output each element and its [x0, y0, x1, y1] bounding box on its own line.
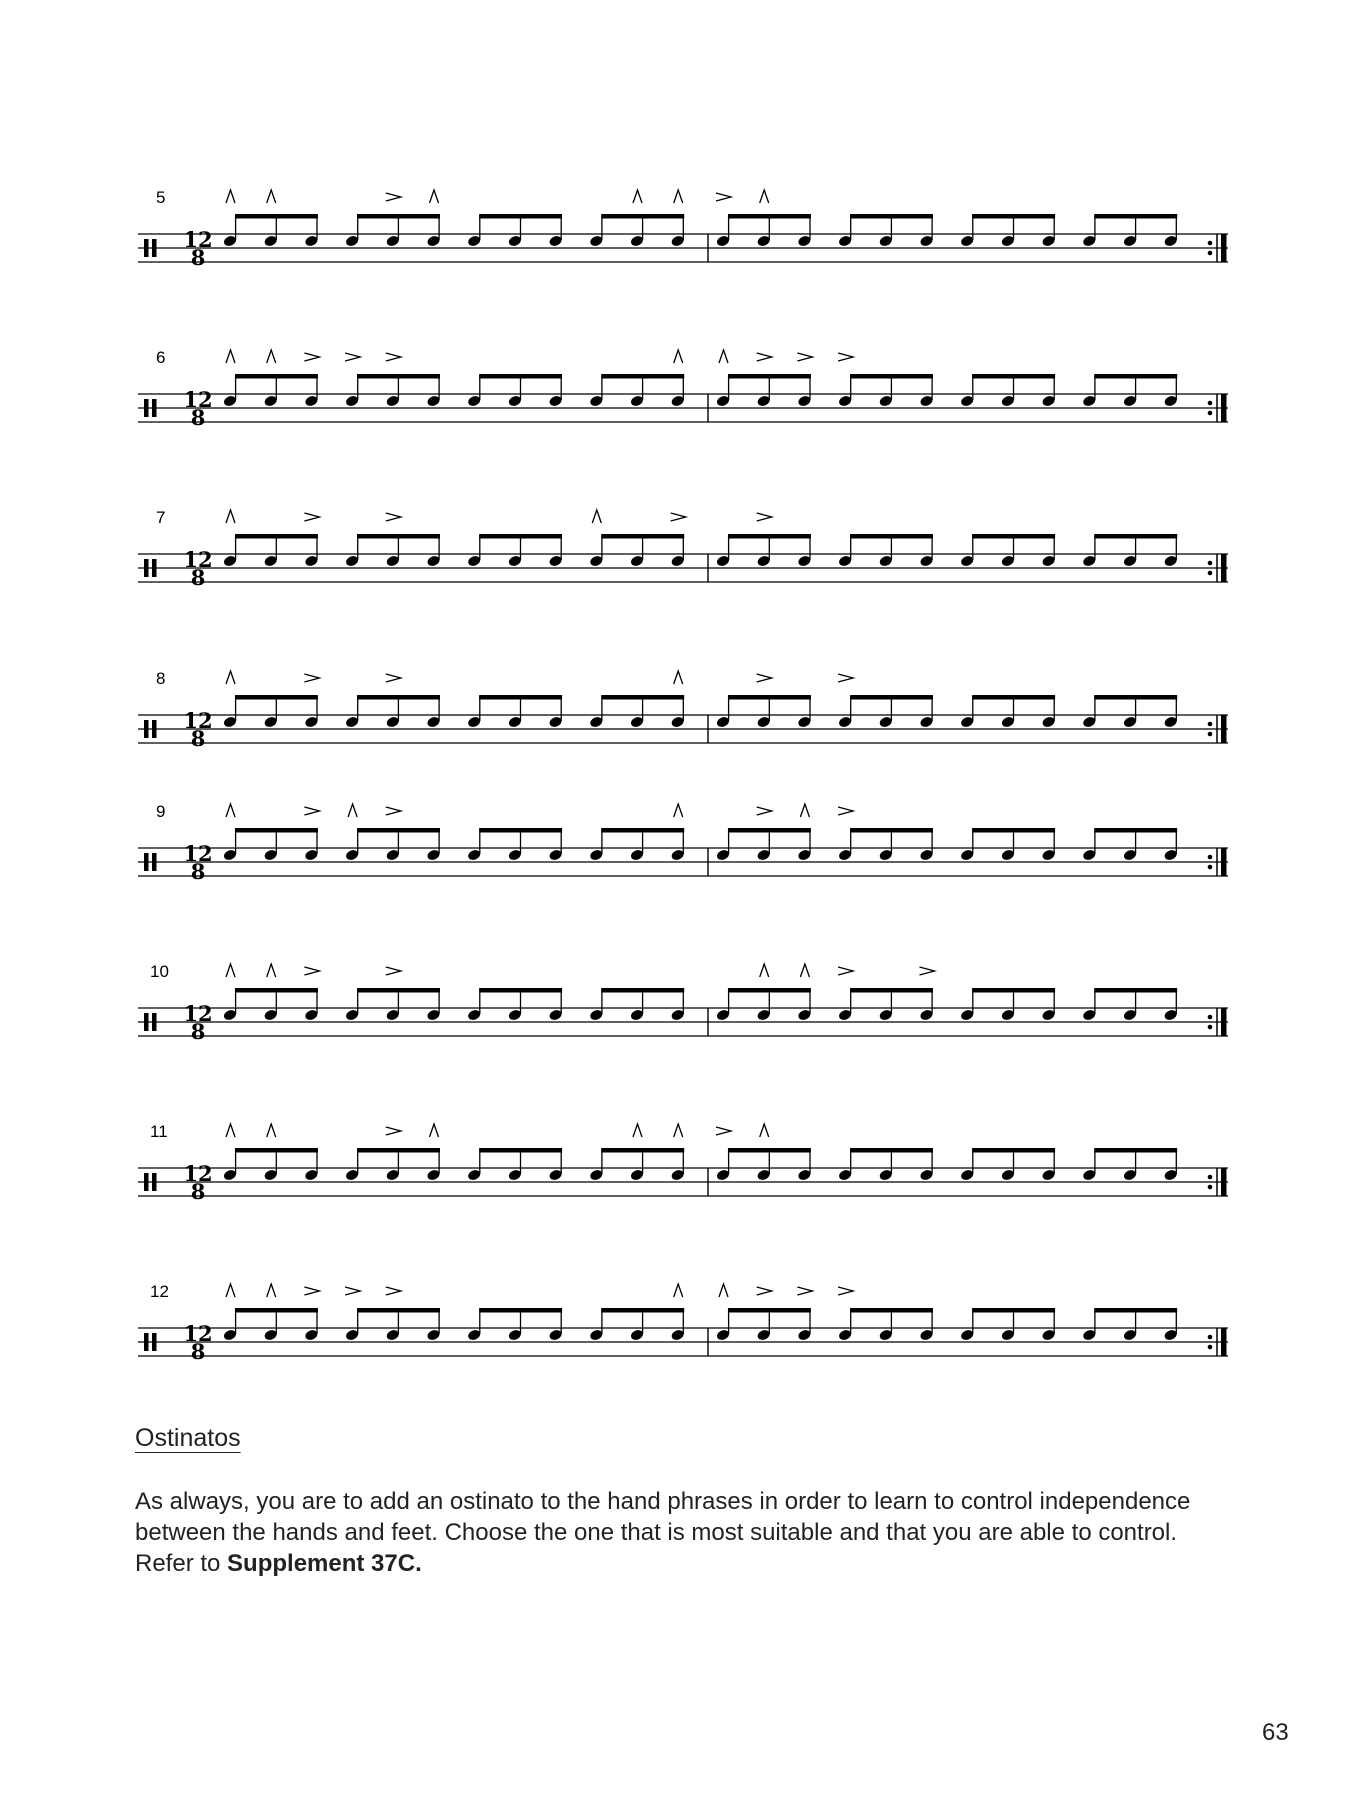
note-beam [1094, 1148, 1177, 1153]
marcato-accent [760, 1124, 769, 1137]
note-beam [728, 534, 811, 539]
percussion-clef [152, 239, 157, 257]
note-beam [479, 1308, 562, 1313]
accent-mark [838, 967, 853, 975]
accent-mark [838, 353, 853, 361]
accent-mark [304, 1287, 319, 1295]
marcato-accent [760, 190, 769, 203]
marcato-accent [633, 190, 642, 203]
body-paragraph [135, 1486, 1225, 1579]
note-beam [479, 828, 562, 833]
accent-mark [386, 1287, 401, 1295]
note-beam [972, 374, 1055, 379]
exercise-10 [138, 962, 1228, 1044]
marcato-accent [226, 350, 235, 363]
accent-mark [386, 807, 401, 815]
note-beam [1094, 374, 1177, 379]
note-beam [235, 214, 318, 219]
note-beam [601, 374, 684, 379]
repeat-dot [1208, 561, 1213, 566]
accent-mark [671, 513, 686, 521]
repeat-dot [1208, 1025, 1213, 1030]
accent-mark [386, 674, 401, 682]
marcato-accent [226, 671, 235, 684]
note-beam [850, 1148, 933, 1153]
accent-mark [757, 513, 772, 521]
note-beam [728, 828, 811, 833]
supplement-reference: Supplement 37C. [227, 1550, 422, 1577]
time-signature-top: 12 [183, 227, 213, 252]
marcato-accent [267, 190, 276, 203]
accent-mark [304, 807, 319, 815]
marcato-accent [267, 350, 276, 363]
exercise-number: 11 [150, 1122, 168, 1141]
note-beam [850, 695, 933, 700]
marcato-accent [267, 1284, 276, 1297]
note-beam [728, 695, 811, 700]
time-signature-top: 12 [183, 547, 213, 572]
note-beam [357, 1308, 440, 1313]
accent-mark [304, 353, 319, 361]
marcato-accent [633, 1124, 642, 1137]
time-signature-bottom: 8 [190, 245, 206, 270]
note-beam [357, 1148, 440, 1153]
note-beam [479, 695, 562, 700]
exercise-9 [138, 802, 1228, 884]
note-beam [1094, 534, 1177, 539]
percussion-clef [144, 399, 149, 417]
accent-mark [386, 353, 401, 361]
time-signature-top: 12 [183, 387, 213, 412]
repeat-dot [1208, 1185, 1213, 1190]
note-beam [850, 534, 933, 539]
note-beam [728, 1308, 811, 1313]
paragraph-text: As always, you are to add an ostinato to the hand phrases in order to learn to control independence between the hands and feet. Choose the one that is most suitable and that you are able to control. Refer to [135, 1488, 1191, 1577]
percussion-clef [152, 1013, 157, 1031]
accent-mark [838, 807, 853, 815]
note-beam [1094, 828, 1177, 833]
marcato-accent [267, 1124, 276, 1137]
note-beam [235, 374, 318, 379]
exercise-number: 9 [156, 802, 166, 821]
exercise-8 [138, 669, 1228, 751]
note-beam [1094, 988, 1177, 993]
repeat-dot [1208, 1345, 1213, 1350]
accent-mark [386, 967, 401, 975]
note-beam [235, 695, 318, 700]
percussion-clef [144, 239, 149, 257]
exercise-number: 10 [150, 962, 169, 981]
note-beam [601, 988, 684, 993]
note-beam [235, 988, 318, 993]
final-barline-thick [1221, 234, 1227, 262]
marcato-accent [674, 350, 683, 363]
note-beam [601, 534, 684, 539]
time-signature-top: 12 [183, 708, 213, 733]
repeat-dot [1208, 722, 1213, 727]
percussion-clef [152, 853, 157, 871]
note-beam [850, 1308, 933, 1313]
note-beam [972, 828, 1055, 833]
marcato-accent [226, 1124, 235, 1137]
marcato-accent [226, 804, 235, 817]
repeat-dot [1208, 251, 1213, 256]
note-beam [972, 534, 1055, 539]
section-heading: Ostinatos [135, 1424, 241, 1452]
exercise-number: 8 [156, 669, 166, 688]
time-signature-bottom: 8 [190, 565, 206, 590]
note-beam [1094, 695, 1177, 700]
percussion-clef [152, 1333, 157, 1351]
final-barline-thick [1221, 848, 1227, 876]
marcato-accent [592, 510, 601, 523]
accent-mark [304, 674, 319, 682]
accent-mark [838, 674, 853, 682]
time-signature-bottom: 8 [190, 1339, 206, 1364]
note-beam [235, 1308, 318, 1313]
accent-mark [345, 1287, 360, 1295]
accent-mark [345, 353, 360, 361]
note-beam [479, 214, 562, 219]
accent-mark [386, 513, 401, 521]
exercise-6 [138, 348, 1228, 430]
note-beam [357, 214, 440, 219]
note-beam [601, 214, 684, 219]
percussion-clef [144, 853, 149, 871]
time-signature-bottom: 8 [190, 1019, 206, 1044]
marcato-accent [674, 804, 683, 817]
accent-mark [386, 1127, 401, 1135]
accent-mark [386, 193, 401, 201]
accent-mark [716, 1127, 731, 1135]
percussion-clef [144, 720, 149, 738]
note-beam [1094, 1308, 1177, 1313]
note-beam [728, 214, 811, 219]
accent-mark [757, 807, 772, 815]
note-beam [728, 988, 811, 993]
final-barline-thick [1221, 1328, 1227, 1356]
marcato-accent [674, 1284, 683, 1297]
note-beam [479, 988, 562, 993]
accent-mark [757, 1287, 772, 1295]
time-signature-top: 12 [183, 841, 213, 866]
exercise-7 [138, 508, 1228, 590]
note-beam [728, 1148, 811, 1153]
time-signature-bottom: 8 [190, 405, 206, 430]
note-beam [601, 828, 684, 833]
note-beam [479, 534, 562, 539]
final-barline-thick [1221, 1008, 1227, 1036]
exercise-number: 7 [156, 508, 166, 527]
exercise-11 [138, 1122, 1228, 1204]
note-beam [235, 1148, 318, 1153]
percussion-clef [144, 559, 149, 577]
accent-mark [304, 513, 319, 521]
time-signature-top: 12 [183, 1321, 213, 1346]
accent-mark [797, 1287, 812, 1295]
marcato-accent [674, 190, 683, 203]
repeat-dot [1208, 1015, 1213, 1020]
note-beam [479, 1148, 562, 1153]
marcato-accent [760, 964, 769, 977]
marcato-accent [430, 1124, 439, 1137]
repeat-dot [1208, 571, 1213, 576]
note-beam [235, 828, 318, 833]
percussion-clef [144, 1013, 149, 1031]
final-barline-thick [1221, 394, 1227, 422]
exercise-5 [138, 188, 1228, 270]
accent-mark [920, 967, 935, 975]
accent-mark [716, 193, 731, 201]
accent-mark [797, 353, 812, 361]
percussion-clef [152, 559, 157, 577]
exercise-number: 12 [150, 1282, 169, 1301]
time-signature-top: 12 [183, 1161, 213, 1186]
note-beam [972, 1148, 1055, 1153]
percussion-clef [152, 1173, 157, 1191]
time-signature-top: 12 [183, 1001, 213, 1026]
note-beam [850, 828, 933, 833]
note-beam [479, 374, 562, 379]
note-beam [601, 1148, 684, 1153]
page-number: 63 [1262, 1719, 1289, 1746]
marcato-accent [719, 1284, 728, 1297]
marcato-accent [674, 1124, 683, 1137]
note-beam [850, 214, 933, 219]
percussion-clef [144, 1333, 149, 1351]
repeat-dot [1208, 855, 1213, 860]
repeat-dot [1208, 241, 1213, 246]
percussion-clef [152, 720, 157, 738]
exercise-12 [138, 1282, 1228, 1364]
marcato-accent [674, 671, 683, 684]
marcato-accent [348, 804, 357, 817]
repeat-dot [1208, 1175, 1213, 1180]
time-signature-bottom: 8 [190, 859, 206, 884]
note-beam [357, 374, 440, 379]
note-beam [601, 1308, 684, 1313]
marcato-accent [800, 964, 809, 977]
percussion-clef [152, 399, 157, 417]
note-beam [357, 828, 440, 833]
marcato-accent [800, 804, 809, 817]
accent-mark [838, 1287, 853, 1295]
note-beam [357, 695, 440, 700]
marcato-accent [226, 964, 235, 977]
note-beam [1094, 214, 1177, 219]
repeat-dot [1208, 411, 1213, 416]
final-barline-thick [1221, 1168, 1227, 1196]
time-signature-bottom: 8 [190, 1179, 206, 1204]
note-beam [972, 695, 1055, 700]
note-beam [850, 988, 933, 993]
final-barline-thick [1221, 715, 1227, 743]
note-beam [728, 374, 811, 379]
marcato-accent [719, 350, 728, 363]
marcato-accent [267, 964, 276, 977]
note-beam [357, 988, 440, 993]
note-beam [235, 534, 318, 539]
percussion-clef [144, 1173, 149, 1191]
repeat-dot [1208, 1335, 1213, 1340]
note-beam [972, 988, 1055, 993]
accent-mark [757, 353, 772, 361]
accent-mark [757, 674, 772, 682]
exercise-number: 5 [156, 188, 166, 207]
marcato-accent [430, 190, 439, 203]
note-beam [972, 1308, 1055, 1313]
repeat-dot [1208, 401, 1213, 406]
note-beam [357, 534, 440, 539]
repeat-dot [1208, 865, 1213, 870]
note-beam [601, 695, 684, 700]
marcato-accent [226, 1284, 235, 1297]
marcato-accent [226, 510, 235, 523]
time-signature-bottom: 8 [190, 726, 206, 751]
final-barline-thick [1221, 554, 1227, 582]
marcato-accent [226, 190, 235, 203]
repeat-dot [1208, 732, 1213, 737]
note-beam [972, 214, 1055, 219]
exercise-number: 6 [156, 348, 166, 367]
accent-mark [304, 967, 319, 975]
note-beam [850, 374, 933, 379]
